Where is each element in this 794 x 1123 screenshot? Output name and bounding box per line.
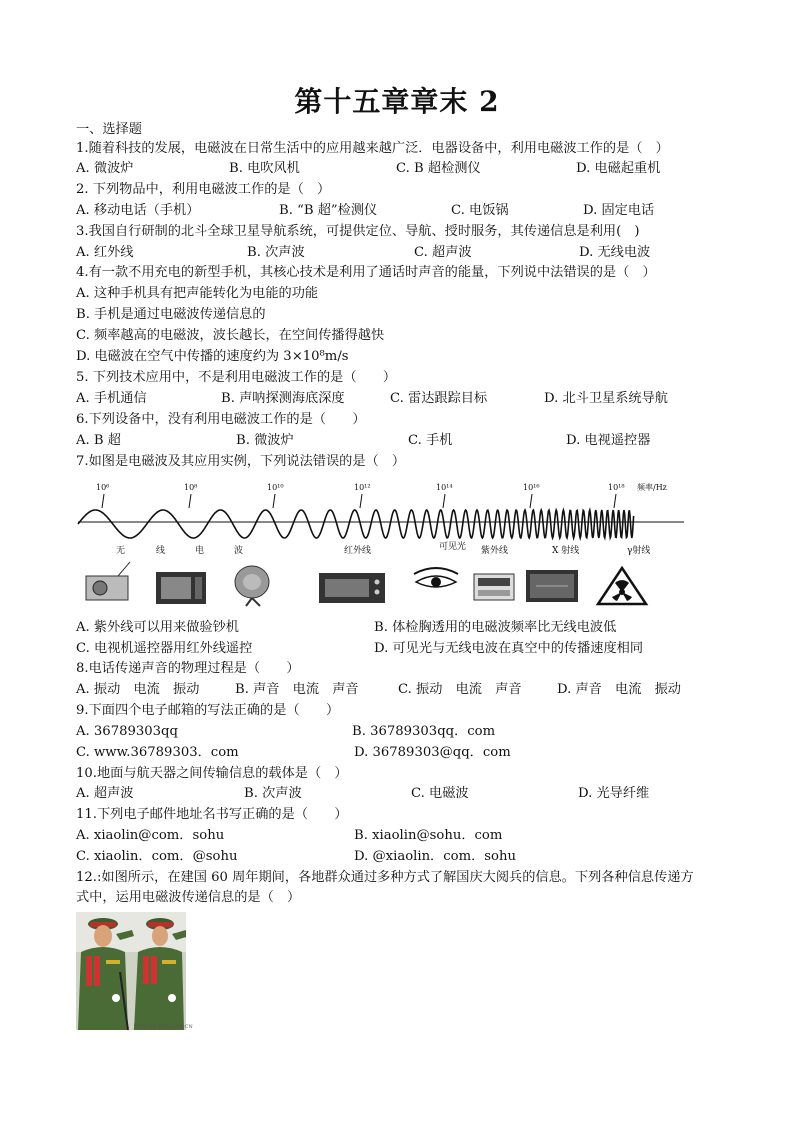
q2-option-c: C. 电饭锅 (451, 203, 509, 218)
q9-option-b: B. 36789303qq．com (352, 724, 496, 739)
q4-option-d: D. 电磁波在空气中传播的速度约为 3×10⁸m/s (76, 349, 349, 364)
q9-option-d: D. 36789303@qq．com (354, 745, 511, 760)
q9-option-a: A. 36789303qq (76, 724, 178, 739)
q3-option-d: D. 无线电波 (579, 245, 651, 260)
freq-tick-1e6: 10⁶ (96, 483, 110, 492)
q4-option-b: B. 手机是通过电磁波传递信息的 (76, 307, 266, 322)
q6-option-d: D. 电视遥控器 (566, 433, 651, 448)
question-2-stem: 2. 下列物品中，利用电磁波工作的是（ ） (76, 182, 331, 197)
radiation-warning-icon (598, 568, 646, 604)
banknote-checker-icon (474, 574, 514, 600)
q3-option-b: B. 次声波 (247, 245, 305, 260)
question-1-stem: 1.随着科技的发展，电磁波在日常生活中的应用越来越广泛．电器设备中，利用电磁波工作的是（ ） (76, 141, 669, 156)
question-10-stem: 10.地面与航天器之间传输信息的载体是（ ） (76, 766, 348, 781)
question-4-stem: 4.有一款不用充电的新型手机，其核心技术是利用了通话时声音的能量，下列说中法错误的是（ ） (76, 265, 656, 280)
q1-option-b: B. 电吹风机 (229, 161, 300, 176)
band-ultraviolet: 紫外线 (481, 546, 509, 556)
radio-icon (86, 562, 130, 600)
question-7-stem: 7.如图是电磁波及其应用实例，下列说法错误的是（ ） (76, 454, 406, 469)
q10-option-c: C. 电磁波 (411, 786, 469, 801)
q2-option-b: B. “B 超”检测仪 (279, 203, 378, 218)
military-parade-photo (76, 912, 193, 1030)
question-12-stem-line-1: 12.:如图所示，在建国 60 周年期间，各地群众通过多种方式了解国庆大阅兵的信息。下列各种信息传递方 (76, 870, 694, 885)
q5-option-b: B. 声呐探测海底深度 (221, 391, 345, 406)
q11-option-b: B. xiaolin@sohu．com (354, 828, 503, 843)
page-title: 第十五章章末 2 (294, 85, 500, 118)
band-radio-3: 电 (195, 546, 205, 556)
band-radio-1: 无 (116, 546, 126, 556)
q11-option-d: D. @xiaolin．com．sohu (354, 849, 516, 864)
infrared-oven-icon (319, 573, 385, 603)
section-heading: 一、选择题 (76, 122, 142, 137)
q8-option-b: B. 声音 电流 声音 (235, 682, 359, 697)
q6-option-b: B. 微波炉 (236, 433, 294, 448)
em-wave (78, 510, 634, 538)
q5-option-a: A. 手机通信 (76, 391, 147, 406)
q2-option-d: D. 固定电话 (583, 203, 655, 218)
question-12-stem-line-2: 式中，运用电磁波传递信息的是（ ） (76, 890, 301, 905)
eye-icon (414, 568, 458, 587)
photo-watermark: 上学吧 DO-JMT.COM.CN (132, 1024, 193, 1030)
band-xray: X 射线 (552, 546, 580, 556)
q3-option-c: C. 超声波 (414, 245, 472, 260)
satellite-dish-icon (235, 566, 269, 606)
freq-tick-1e10: 10¹⁰ (267, 483, 284, 492)
q9-option-c: C. www.36789303．com (76, 745, 239, 760)
em-spectrum-figure (74, 478, 684, 610)
question-3-stem: 3.我国自行研制的北斗全球卫星导航系统，可提供定位、导航、授时服务，其传递信息是利用( ) (76, 224, 640, 239)
q1-option-d: D. 电磁起重机 (576, 161, 661, 176)
microwave-oven-icon (156, 572, 206, 604)
q11-option-c: C. xiaolin．com．@sohu (76, 849, 238, 864)
q6-option-c: C. 手机 (408, 433, 453, 448)
band-radio-4: 波 (234, 546, 244, 556)
question-9-stem: 9.下面四个电子邮箱的写法正确的是（ ） (76, 703, 340, 718)
band-visible: 可见光 (439, 542, 467, 552)
question-6-stem: 6.下列设备中，没有利用电磁波工作的是（ ） (76, 412, 366, 427)
q7-option-a: A. 紫外线可以用来做验钞机 (76, 620, 239, 635)
freq-tick-1e12: 10¹² (354, 483, 371, 492)
q4-option-a: A. 这种手机具有把声能转化为电能的功能 (76, 286, 319, 301)
q4-option-c: C. 频率越高的电磁波，波长越长，在空间传播得越快 (76, 328, 385, 343)
band-infrared: 红外线 (344, 546, 372, 556)
freq-axis-label: 频率/Hz (637, 483, 667, 492)
question-5-stem: 5. 下列技术应用中，不是利用电磁波工作的是（ ） (76, 370, 397, 385)
q5-option-d: D. 北斗卫星系统导航 (544, 391, 668, 406)
question-11-stem: 11.下列电子邮件地址名书写正确的是（ ） (76, 807, 348, 822)
q7-option-c: C. 电视机遥控器用红外线遥控 (76, 641, 253, 656)
xray-film-icon (526, 570, 578, 602)
q7-option-b: B. 体检胸透用的电磁波频率比无线电波低 (374, 620, 617, 635)
q10-option-a: A. 超声波 (76, 786, 134, 801)
q3-option-a: A. 红外线 (76, 245, 134, 260)
q8-option-c: C. 振动 电流 声音 (398, 682, 522, 697)
q11-option-a: A. xiaolin@com．sohu (76, 828, 225, 843)
q1-option-a: A. 微波炉 (76, 161, 134, 176)
freq-tick-1e8: 10⁸ (184, 483, 198, 492)
q6-option-a: A. B 超 (76, 433, 121, 448)
q10-option-b: B. 次声波 (244, 786, 302, 801)
freq-tick-1e18: 10¹⁸ (608, 483, 625, 492)
q8-option-a: A. 振动 电流 振动 (76, 682, 200, 697)
band-gamma: γ射线 (627, 546, 651, 556)
q7-option-d: D. 可见光与无线电波在真空中的传播速度相同 (374, 641, 644, 656)
q1-option-c: C. B 超检测仪 (396, 161, 481, 176)
q2-option-a: A. 移动电话（手机） (76, 203, 200, 218)
freq-tick-1e16: 10¹⁶ (523, 483, 540, 492)
question-8-stem: 8.电话传递声音的物理过程是（ ） (76, 661, 300, 676)
band-radio-2: 线 (156, 546, 166, 556)
q10-option-d: D. 光导纤维 (578, 786, 650, 801)
q5-option-c: C. 雷达跟踪目标 (390, 391, 488, 406)
q8-option-d: D. 声音 电流 振动 (557, 682, 681, 697)
freq-tick-1e14: 10¹⁴ (436, 483, 453, 492)
